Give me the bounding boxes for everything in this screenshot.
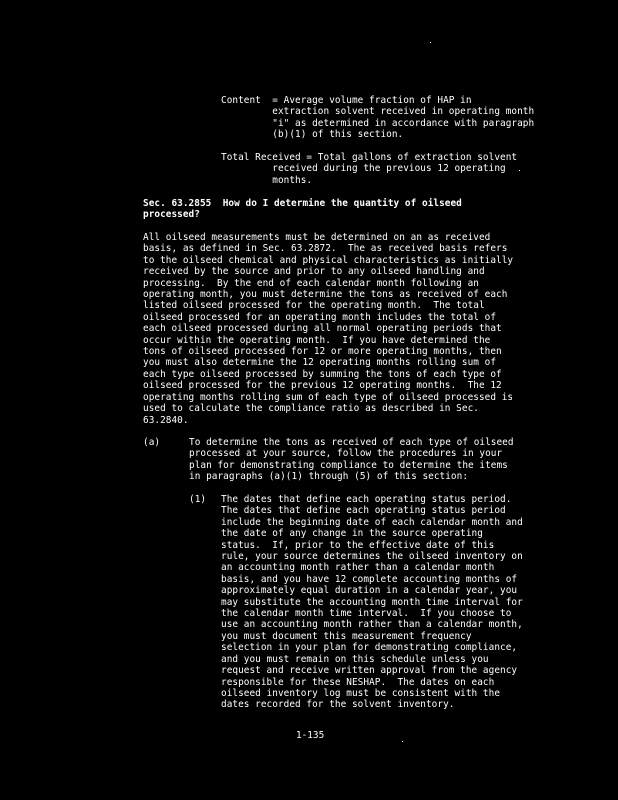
scan-speck — [519, 170, 520, 171]
section-heading: Sec. 63.2855 How do I determine the quantity of oilseed processed? — [143, 198, 462, 221]
definition-total-received: Total Received = Total gallons of extraction solvent received during the previous 12 operating months. — [221, 152, 518, 186]
scan-speck — [430, 42, 431, 43]
scan-speck — [402, 741, 403, 742]
definition-content: Content = Average volume fraction of HAP in extraction solvent received in operating month "i" as determined in accordance with paragraph (b)(1) of this section. — [221, 95, 535, 141]
page-number: 1-135 — [296, 730, 325, 741]
item-1-label: (1) — [189, 494, 207, 505]
section-paragraph: All oilseed measurements must be determined on an as received basis, as defined in Sec. 63.2872. The as received basis refers to the oilseed chemical and physical characteristics as initially received by the source and prior to any oilseed handling and processing. By the end of each calendar month following an operating month, you must determine the tons as received of each listed oilseed processed for the operating month. The total oilseed processed for an operating month includes the total of each oilseed processed during all normal operating periods that occur within the operating month. If you have determined the tons of oilseed processed for 12 or more operating months, then you must also determine the 12 operating months rolling sum of each type oilseed processed by summing the tons of each type of oilseed processed for the previous 12 operating months. The 12 operating months rolling sum of each type of oilseed processed is used to calculate the compliance ratio as described in Sec. 63.2840. — [143, 232, 514, 426]
item-a-label: (a) — [143, 437, 161, 448]
item-1-text: The dates that define each operating status period. The dates that define each operating status period include the beginning date of each calendar month and the date of any change in the source operating status. If, prior to the effective date of this rule, your source determines the oilseed inventory on an accounting month rather than a calendar month basis, and you have 12 complete accounting months of approximately equal duration in a calendar year, you may substitute the accounting month time interval for the calendar month time interval. If you choose to use an accounting month rather than a calendar month, you must document this measurement frequency selection in your plan for demonstrating compliance, and you must remain on this schedule unless you request and receive written approval from the agency responsible for these NESHAP. The dates on each oilseed inventory log must be consistent with the dates recorded for the solvent inventory. — [221, 494, 523, 711]
item-a-text: To determine the tons as received of each type of oilseed processed at your source, follow the procedures in your plan for demonstrating compliance to determine the items in paragraphs (a)(1) through (5) of this section: — [189, 437, 514, 483]
